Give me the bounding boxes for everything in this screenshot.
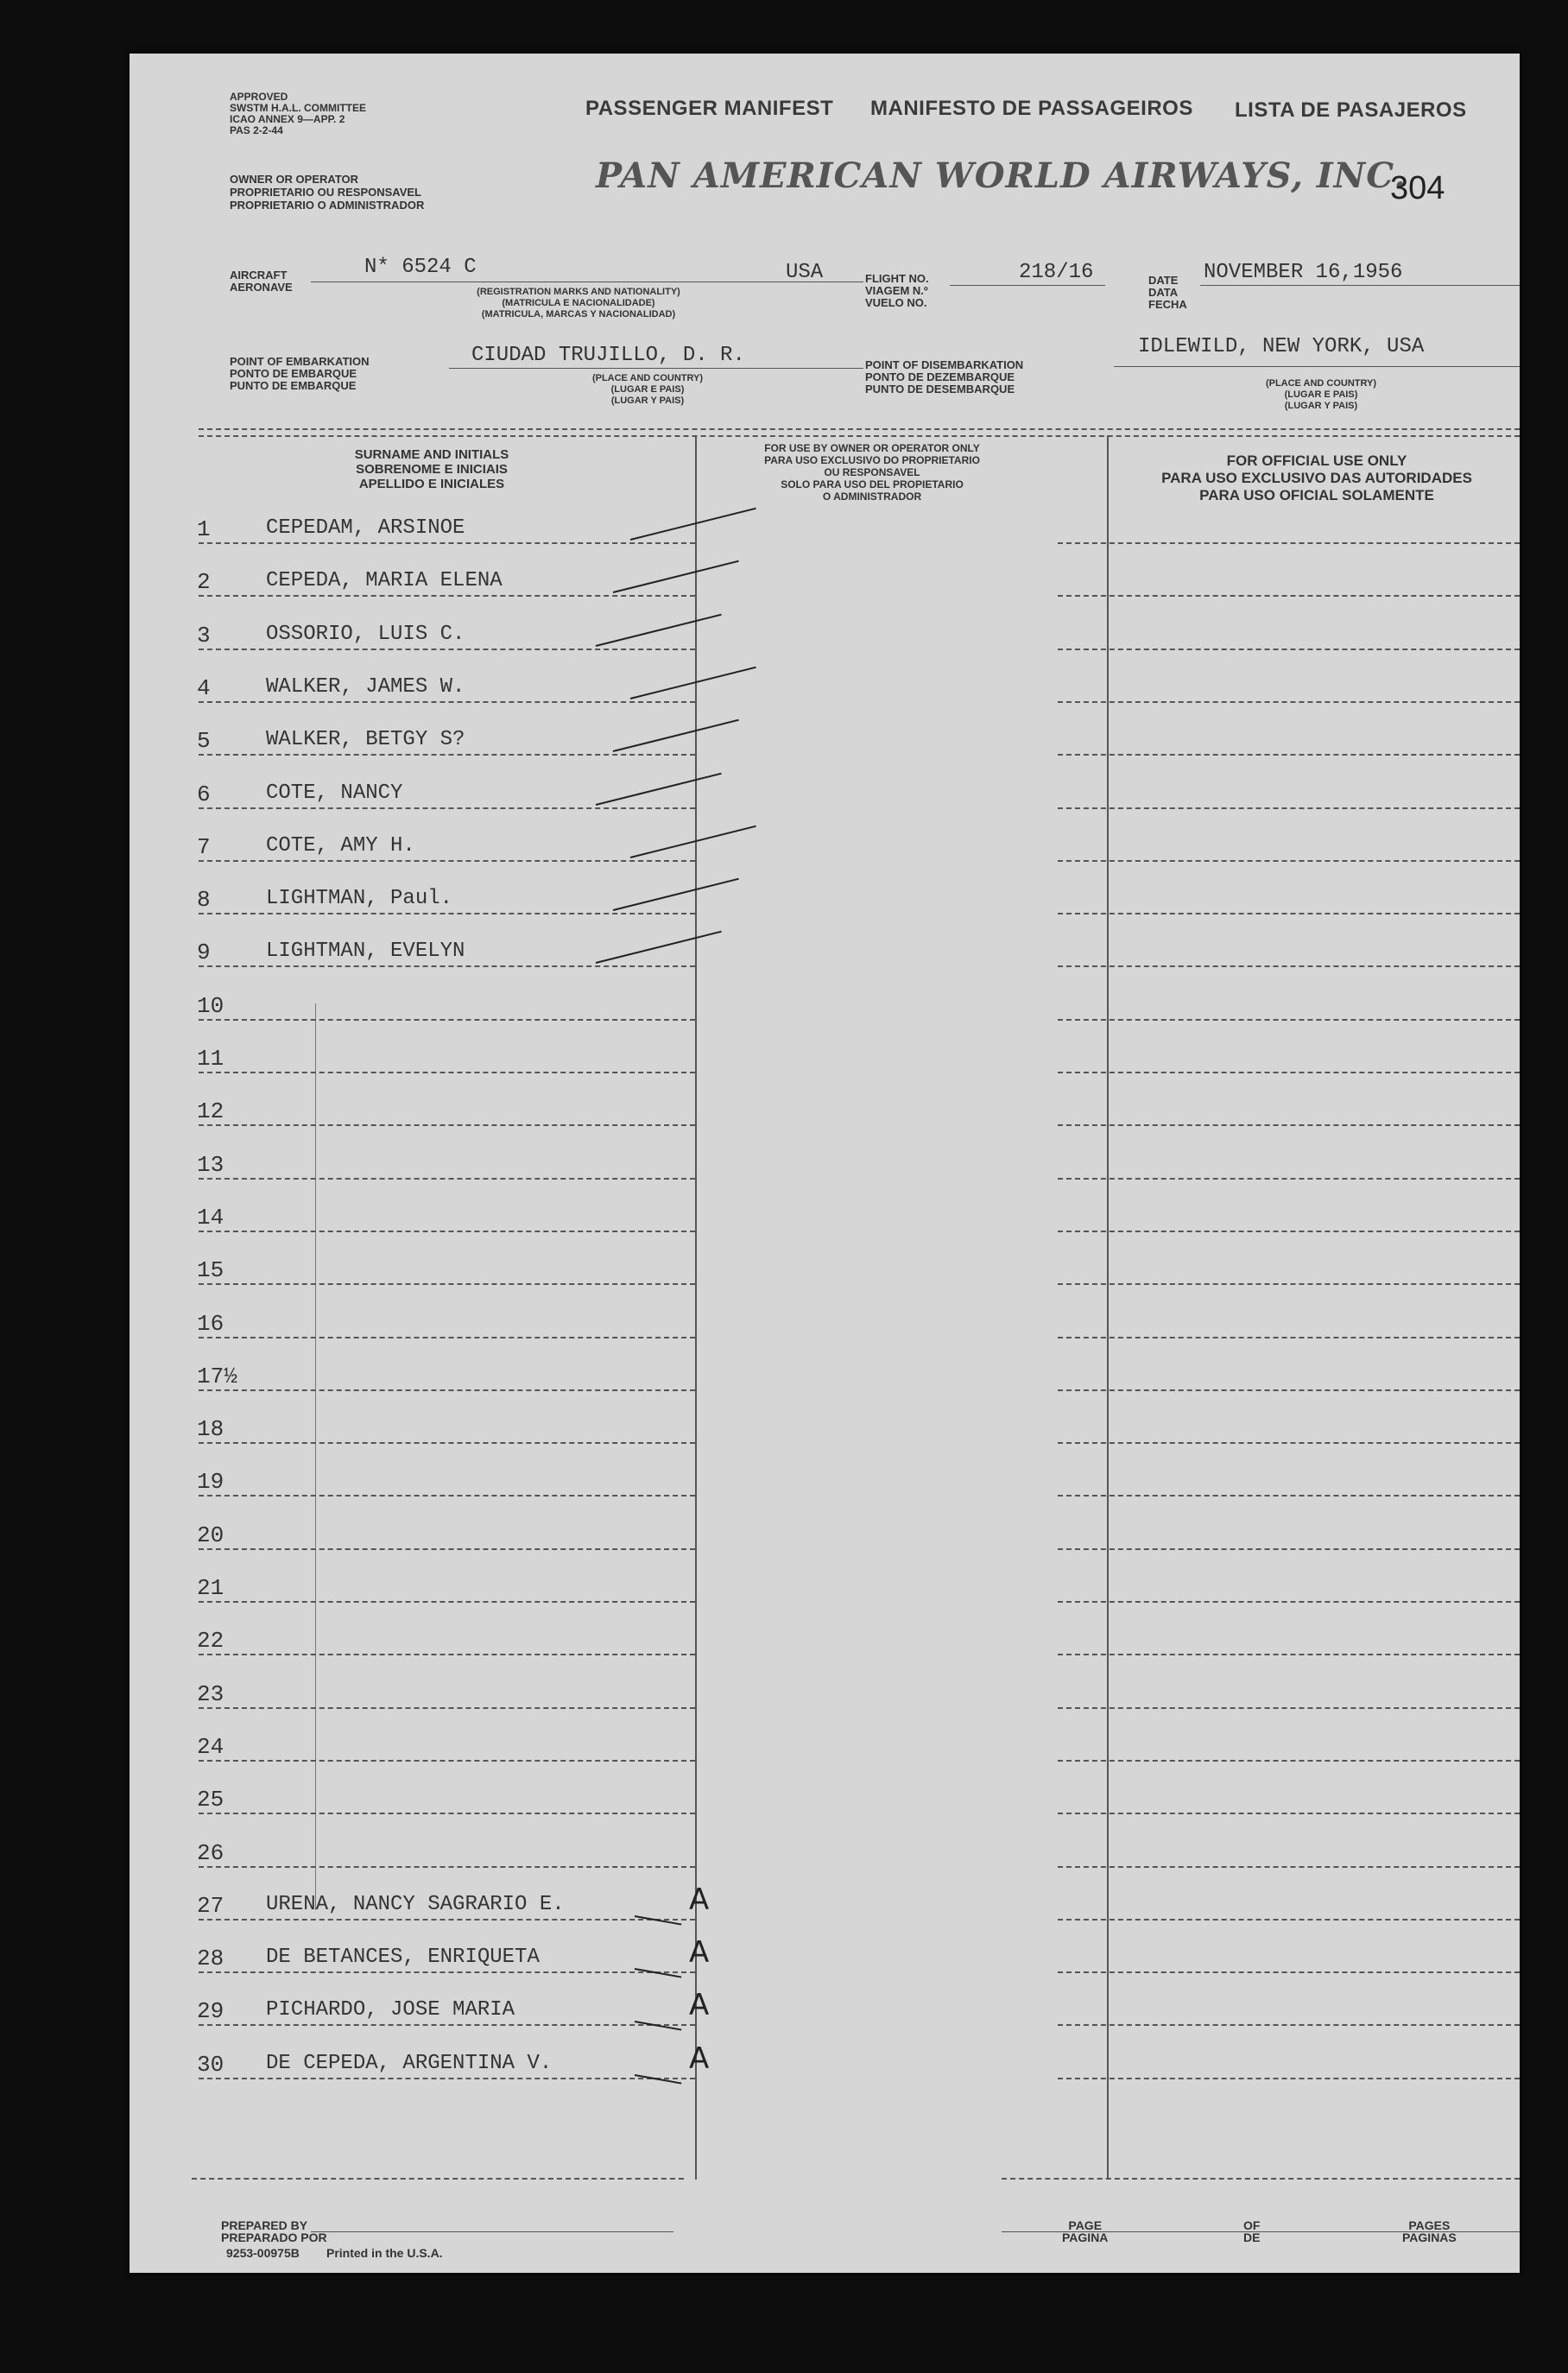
printed-note: Printed in the U.S.A. (326, 2246, 443, 2260)
row-rule (1058, 2078, 1520, 2079)
row-rule (199, 1178, 695, 1180)
row-number: 24 (197, 1734, 224, 1760)
row-rule (1058, 913, 1520, 914)
col-head-official (1114, 452, 1520, 504)
disembark-note-line: (LUGAR E PAIS) (1284, 389, 1358, 400)
row-number: 2 (197, 569, 211, 595)
row-rule (1058, 1654, 1520, 1655)
check-stroke (613, 878, 739, 911)
row-rule (1058, 542, 1520, 544)
pencil-line (315, 1003, 316, 1910)
passenger-name: WALKER, BETGY S? (266, 728, 465, 751)
row-rule (199, 1601, 695, 1603)
passenger-name: CEPEDA, MARIA ELENA (266, 569, 503, 592)
row-rule (1058, 807, 1520, 809)
row-rule (1058, 1231, 1520, 1232)
prepared-label-line: PREPARED BY (221, 2218, 308, 2232)
row-number: 17½ (197, 1364, 237, 1389)
row-rule (1058, 1389, 1520, 1391)
table-top-rule (199, 435, 1520, 437)
owner-label-line: PROPRIETARIO OU RESPONSAVEL (230, 186, 421, 199)
airline-name: PAN AMERICAN WORLD AIRWAYS, INC. (596, 155, 1407, 196)
row-number: 19 (197, 1469, 224, 1495)
row-rule (199, 807, 695, 809)
col-head-line: PARA USO EXCLUSIVO DO PROPRIETARIO (764, 454, 980, 466)
row-rule (199, 965, 695, 967)
check-stroke (613, 560, 739, 593)
embark-label (230, 356, 370, 392)
flight-number: 218/16 (1019, 261, 1094, 284)
embark-note-line: (LUGAR E PAIS) (610, 384, 685, 395)
row-rule (199, 1231, 695, 1232)
aircraft-label-line: AIRCRAFT (230, 269, 288, 282)
flight-label-line: VIAGEM N.º (865, 284, 928, 297)
row-rule (199, 1442, 695, 1444)
row-rule (199, 1760, 695, 1762)
row-number: 9 (197, 940, 211, 965)
page-rule (1002, 2231, 1520, 2232)
row-rule (199, 1124, 695, 1126)
prepared-label-line: PREPARADO POR (221, 2231, 327, 2244)
embark-note-line: (PLACE AND COUNTRY) (591, 373, 704, 383)
title-en: PASSENGER MANIFEST (585, 97, 834, 120)
row-rule (1058, 1919, 1520, 1921)
row-rule (199, 1971, 695, 1973)
col-head-line: OU RESPONSAVEL (824, 466, 920, 478)
passenger-name: PICHARDO, JOSE MARIA (266, 1998, 515, 2022)
embark-label-line: POINT OF EMBARKATION (230, 355, 370, 368)
disembark-label-line: POINT OF DISEMBARKATION (865, 358, 1024, 371)
row-rule (199, 1813, 695, 1814)
form-number: 9253-00975B (226, 2246, 300, 2260)
operator-mark: A (689, 2041, 710, 2076)
row-number: 13 (197, 1152, 224, 1178)
row-number: 25 (197, 1787, 224, 1813)
disembark-label-line: PUNTO DE DESEMBARQUE (865, 383, 1015, 396)
row-number: 5 (197, 728, 211, 754)
check-stroke (596, 931, 722, 964)
row-number: 12 (197, 1098, 224, 1124)
flight-label (865, 273, 929, 309)
row-rule (1058, 595, 1520, 597)
of-label-line: OF (1243, 2218, 1261, 2232)
row-rule (1058, 1072, 1520, 1073)
row-number: 18 (197, 1416, 224, 1442)
disembark-label-line: PONTO DE DEZEMBARQUE (865, 370, 1015, 383)
operator-mark: A (689, 1935, 710, 1970)
title-es: LISTA DE PASAJEROS (1235, 98, 1467, 122)
flight-label-line: FLIGHT NO. (865, 272, 929, 285)
pages-label-line: PAGINAS (1402, 2231, 1457, 2244)
row-rule (199, 1495, 695, 1497)
disembark-note-line: (LUGAR Y PAIS) (1284, 401, 1358, 411)
passenger-name: COTE, NANCY (266, 782, 403, 805)
date-rule (1200, 285, 1520, 286)
flight-label-line: VUELO NO. (865, 296, 927, 309)
aircraft-nationality: USA (786, 261, 824, 284)
prepared-rule (311, 2231, 673, 2232)
disembark-place: IDLEWILD, NEW YORK, USA (1138, 335, 1425, 358)
row-rule (1058, 754, 1520, 756)
row-rule (199, 649, 695, 650)
passenger-name: COTE, AMY H. (266, 834, 415, 857)
check-stroke (613, 719, 739, 752)
row-number: 29 (197, 1998, 224, 2024)
approved-line: PAS 2-2-44 (230, 124, 283, 136)
row-number: 21 (197, 1575, 224, 1601)
title-pt: MANIFESTO DE PASSAGEIROS (870, 97, 1193, 120)
aircraft-label-line: AERONAVE (230, 281, 293, 294)
date-label-line: DATE (1148, 274, 1179, 287)
passenger-name: LIGHTMAN, EVELYN (266, 940, 465, 963)
col-head-line: O ADMINISTRADOR (822, 490, 922, 503)
registration-note (423, 287, 734, 320)
page-stamp: 304 (1390, 170, 1445, 206)
row-number: 23 (197, 1681, 224, 1707)
row-number: 20 (197, 1522, 224, 1548)
row-number: 28 (197, 1946, 224, 1971)
row-rule (199, 1072, 695, 1073)
row-rule (199, 1654, 695, 1655)
approved-line: SWSTM H.A.L. COMMITTEE (230, 102, 366, 114)
passenger-name: URENA, NANCY SAGRARIO E. (266, 1893, 565, 1916)
row-number: 3 (197, 623, 211, 649)
row-rule (1058, 1178, 1520, 1180)
row-rule (199, 754, 695, 756)
row-rule (1058, 860, 1520, 862)
aircraft-label (230, 269, 293, 294)
row-rule (199, 595, 695, 597)
row-rule (199, 542, 695, 544)
col-head-line: PARA USO OFICIAL SOLAMENTE (1199, 487, 1434, 503)
row-rule (199, 1866, 695, 1868)
row-rule (199, 1707, 695, 1709)
passenger-name: CEPEDAM, ARSINOE (266, 516, 465, 540)
row-rule (1058, 701, 1520, 703)
row-number: 8 (197, 887, 211, 913)
row-number: 26 (197, 1840, 224, 1866)
embark-rule (449, 368, 863, 369)
row-rule (1058, 1442, 1520, 1444)
date-label-line: FECHA (1148, 298, 1187, 311)
row-rule (1058, 1495, 1520, 1497)
row-rule (199, 1019, 695, 1021)
manifest-page (130, 54, 1520, 2273)
table-bottom-rule (1002, 2178, 1520, 2180)
operator-mark: A (689, 1883, 710, 1917)
embark-label-line: PUNTO DE EMBARQUE (230, 379, 357, 392)
row-number: 6 (197, 782, 211, 807)
row-number: 15 (197, 1257, 224, 1283)
registration-note-line: (MATRICULA E NACIONALIDADE) (502, 298, 655, 308)
row-rule (1058, 965, 1520, 967)
of-label-line: DE (1243, 2231, 1261, 2244)
row-rule (1058, 1337, 1520, 1338)
row-rule (1058, 1760, 1520, 1762)
pages-label-line: PAGES (1408, 2218, 1451, 2232)
row-rule (1058, 1813, 1520, 1814)
row-rule (199, 913, 695, 914)
registration-note-line: (REGISTRATION MARKS AND NATIONALITY) (477, 287, 680, 297)
embark-place: CIUDAD TRUJILLO, D. R. (471, 344, 745, 367)
col-head-names (207, 447, 656, 491)
approved-line: APPROVED (230, 91, 288, 103)
embark-note (544, 373, 751, 407)
passenger-name: OSSORIO, LUIS C. (266, 623, 465, 646)
passenger-name: LIGHTMAN, Paul. (266, 887, 453, 910)
date-label-line: DATA (1148, 286, 1179, 299)
page-label-line: PAGINA (1062, 2231, 1109, 2244)
row-rule (1058, 1124, 1520, 1126)
passenger-name: WALKER, JAMES W. (266, 675, 465, 699)
column-divider (695, 435, 697, 2180)
disembark-note (1217, 378, 1425, 412)
row-number: 30 (197, 2052, 224, 2078)
disembark-label (865, 359, 1023, 396)
operator-mark: A (689, 1988, 710, 2022)
row-number: 16 (197, 1311, 224, 1337)
column-divider (1107, 435, 1109, 2180)
passenger-name: DE BETANCES, ENRIQUETA (266, 1946, 540, 1969)
table-top-rule (199, 428, 1520, 430)
row-rule (1058, 1283, 1520, 1285)
row-rule (1058, 1019, 1520, 1021)
col-head-operator (699, 442, 1045, 503)
row-rule (1058, 1971, 1520, 1973)
approved-block (230, 92, 366, 136)
row-rule (199, 701, 695, 703)
embark-label-line: PONTO DE EMBARQUE (230, 367, 357, 380)
row-rule (1058, 1866, 1520, 1868)
disembark-note-line: (PLACE AND COUNTRY) (1265, 378, 1377, 389)
date-label (1148, 275, 1187, 311)
owner-label (230, 173, 424, 212)
row-rule (199, 1283, 695, 1285)
row-rule (199, 1389, 695, 1391)
check-stroke (596, 614, 722, 647)
passenger-name: DE CEPEDA, ARGENTINA V. (266, 2052, 553, 2075)
col-head-line: SOLO PARA USO DEL PROPIETARIO (781, 478, 964, 490)
row-number: 11 (197, 1046, 224, 1072)
flight-date: NOVEMBER 16,1956 (1204, 261, 1403, 284)
row-number: 10 (197, 993, 224, 1019)
row-rule (199, 2024, 695, 2026)
col-head-line: FOR OFFICIAL USE ONLY (1226, 452, 1407, 469)
check-stroke (630, 508, 756, 541)
col-head-line: FOR USE BY OWNER OR OPERATOR ONLY (764, 442, 980, 454)
row-rule (1058, 1548, 1520, 1550)
row-rule (199, 860, 695, 862)
row-number: 4 (197, 675, 211, 701)
row-rule (199, 1919, 695, 1921)
row-rule (199, 2078, 695, 2079)
check-stroke (596, 773, 722, 806)
row-number: 7 (197, 834, 211, 860)
col-head-line: APELLIDO E INICIALES (358, 477, 505, 491)
page-label-line: PAGE (1068, 2218, 1103, 2232)
row-rule (199, 1548, 695, 1550)
col-head-line: PARA USO EXCLUSIVO DAS AUTORIDADES (1161, 470, 1472, 486)
check-stroke (630, 826, 756, 858)
row-number: 22 (197, 1628, 224, 1654)
approved-line: ICAO ANNEX 9—APP. 2 (230, 113, 345, 125)
row-rule (199, 1337, 695, 1338)
col-head-line: SOBRENOME E INICIAIS (356, 462, 508, 477)
check-stroke (630, 667, 756, 699)
row-rule (1058, 2024, 1520, 2026)
owner-label-line: OWNER OR OPERATOR (230, 173, 359, 186)
row-number: 1 (197, 516, 211, 542)
table-bottom-rule (192, 2178, 684, 2180)
flight-rule (950, 285, 1105, 286)
owner-label-line: PROPRIETARIO O ADMINISTRADOR (230, 199, 425, 212)
disembark-rule (1114, 366, 1520, 367)
row-number: 14 (197, 1205, 224, 1231)
aircraft-registration: N* 6524 C (364, 256, 477, 279)
row-number: 27 (197, 1893, 224, 1919)
embark-note-line: (LUGAR Y PAIS) (610, 396, 685, 406)
registration-note-line: (MATRICULA, MARCAS Y NACIONALIDAD) (481, 309, 676, 320)
row-rule (1058, 649, 1520, 650)
row-rule (1058, 1707, 1520, 1709)
col-head-line: SURNAME AND INITIALS (354, 447, 509, 462)
row-rule (1058, 1601, 1520, 1603)
